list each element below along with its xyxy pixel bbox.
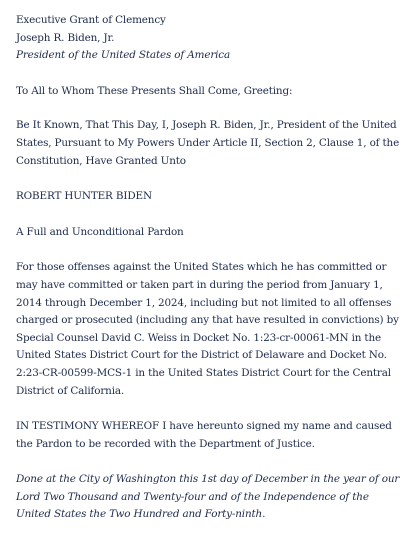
clemency-document <box>16 12 404 524</box>
closing-paragraph: Done at the City of Washington this 1st day of December in the year of our Lord Two Thousand and Twenty-four and of the Independence of the United States the Two Hundred and Forty-ninth. <box>16 473 400 521</box>
document-header <box>16 12 404 65</box>
president-name: Joseph R. Biden, Jr. <box>16 31 115 44</box>
document-title: Executive Grant of Clemency <box>16 14 166 26</box>
offense-paragraph: For those offenses against the United States which he has committed or may have committed or taken part in during the period from January 1, 2014 through December 1, 2024, including but not limited to all offenses charged or prosecuted (including any that have resulted in convictions) by Special Counsel David C. Weiss in Docket No. 1:23-cr-00061-MN in the United States District Court for the District of Delaware and Docket No. 2:23-CR-00599-MCS-1 in the United States District Court for the Central District of California. <box>16 261 399 397</box>
president-title: President of the United States of America <box>16 49 231 62</box>
testimony-paragraph: IN TESTIMONY WHEREOF I have hereunto signed my name and caused the Pardon to be recorded with the Department of Justice. <box>16 420 392 450</box>
greeting: To All to Whom These Presents Shall Come, Greeting: <box>16 84 293 97</box>
recipient-name: ROBERT HUNTER BIDEN <box>16 190 152 203</box>
preamble: Be It Known, That This Day, I, Joseph R. Biden, Jr., President of the United States, Pursuant to My Powers Under Article II, Section 2, Clause 1, of the Constitution, Have Granted Unto <box>16 119 400 167</box>
pardon-type: A Full and Unconditional Pardon <box>16 225 184 238</box>
